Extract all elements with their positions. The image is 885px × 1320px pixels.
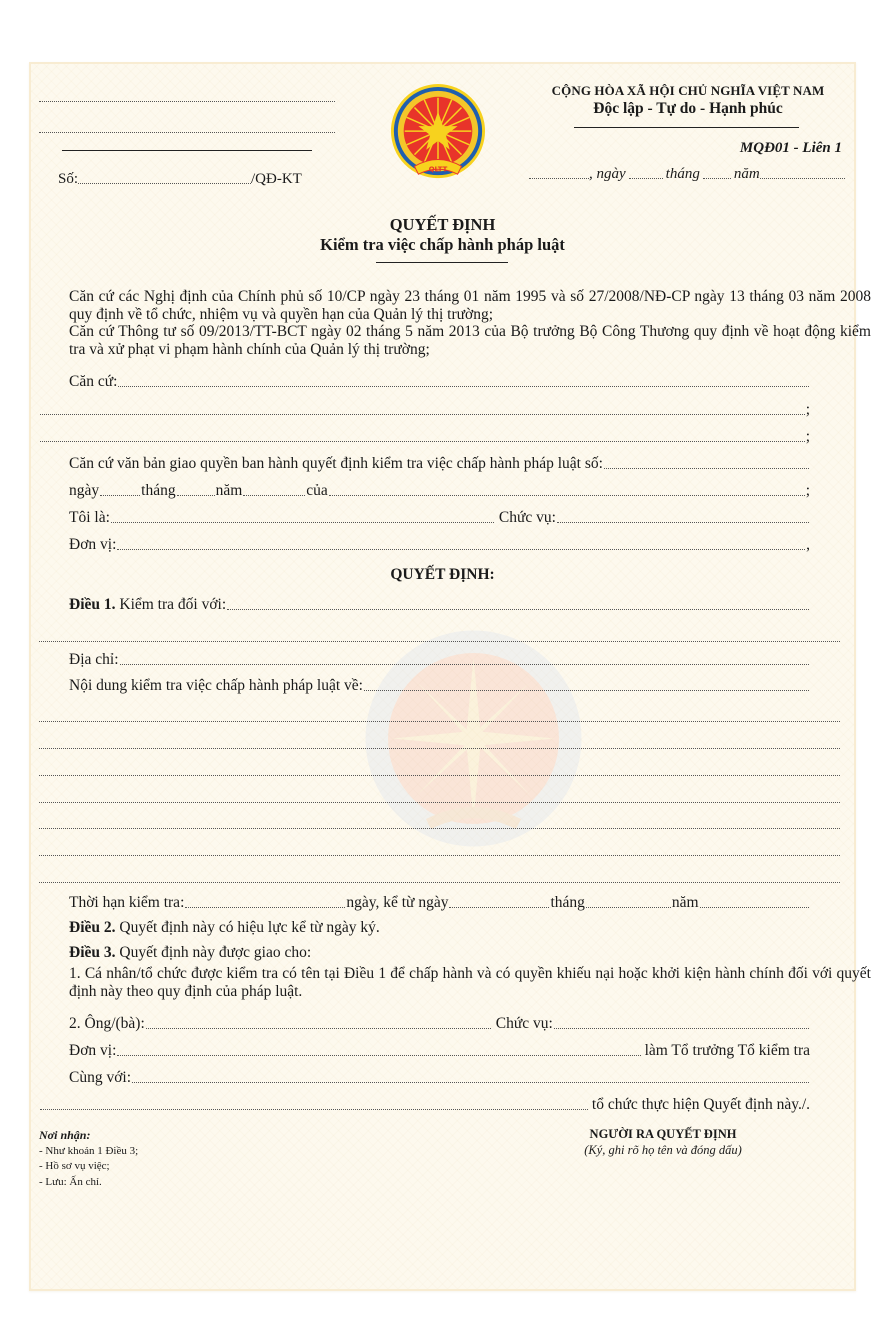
can-cu-input[interactable] [118, 386, 809, 387]
noi-dung-line-5[interactable] [39, 802, 840, 803]
ong-ba-input[interactable] [146, 1028, 491, 1029]
national-emblem-icon [389, 82, 487, 188]
can-cu-input-3[interactable] [40, 441, 805, 442]
agency-line-2[interactable] [39, 132, 335, 133]
signer-block [533, 1127, 793, 1159]
to-truong-text: làm Tổ trưởng Tổ kiểm tra [644, 1042, 810, 1059]
place-input[interactable] [529, 178, 589, 179]
don-vi-label: Đơn vị: [69, 536, 117, 553]
dieu-3-label: Điều 3. [69, 944, 116, 961]
chuc-vu-input[interactable] [557, 522, 809, 523]
to-chuc-field [39, 1096, 810, 1114]
recipient-item: - Lưu: Ấn chỉ. [39, 1175, 102, 1188]
noi-dung-line-2[interactable] [39, 721, 840, 722]
so-input[interactable] [78, 183, 251, 184]
ong-ba-label: 2. Ông/(bà): [69, 1015, 145, 1032]
recipients-block [39, 1128, 138, 1190]
don-vi-field [69, 536, 810, 554]
document-title: QUYẾT ĐỊNH [389, 215, 496, 234]
svg-text:QLTT: QLTT [428, 165, 448, 174]
cung-voi-field [69, 1069, 810, 1087]
can-cu-line-3 [39, 428, 810, 446]
preamble-circular: Căn cứ Thông tư số 09/2013/TT-BCT ngày 02 tháng 5 năm 2013 của Bộ trưởng Bộ Công Thương quy định về hoạt động kiểm tra và xử phạt vi phạm hành chính của Quản lý thị trường; [69, 323, 871, 358]
thang-label: tháng [550, 894, 585, 911]
dieu-2-label: Điều 2. [69, 919, 116, 936]
signer-title: NGƯỜI RA QUYẾT ĐỊNH [589, 1127, 737, 1141]
dieu-1-field [69, 596, 810, 614]
thang-label: tháng [665, 166, 700, 182]
chuc-vu-input[interactable] [554, 1028, 809, 1029]
toi-la-input[interactable] [111, 522, 494, 523]
cung-voi-input[interactable] [132, 1082, 809, 1083]
decision-heading: QUYẾT ĐỊNH: [390, 566, 495, 583]
dieu-3-text: Quyết định này được giao cho: [115, 944, 312, 961]
semicolon: ; [805, 428, 810, 445]
dieu-2-text: Quyết định này có hiệu lực kể từ ngày ký. [115, 919, 380, 936]
toi-la-label: Tôi là: [69, 509, 110, 526]
noi-dung-field [69, 677, 810, 695]
cung-voi-label: Cùng với: [69, 1069, 132, 1086]
kiem-tra-doi-voi-input[interactable] [227, 609, 809, 610]
dia-chi-label: Địa chỉ: [69, 651, 119, 668]
day-input[interactable] [629, 178, 663, 179]
giao-quyen-input[interactable] [604, 468, 809, 469]
dia-chi-field [69, 651, 810, 669]
giao-quyen-label: Căn cứ văn bản giao quyền ban hành quyết định kiểm tra việc chấp hành pháp luật số: [69, 455, 603, 472]
thang-label: tháng [141, 482, 176, 499]
noi-dung-line-6[interactable] [39, 828, 840, 829]
recipients-heading: Nơi nhận: [39, 1128, 91, 1142]
can-cu-input-2[interactable] [40, 414, 805, 415]
ke-tu-ngay-label: ngày, kể từ ngày [346, 894, 449, 911]
form-code: MQĐ01 - Liên 1 [739, 140, 842, 156]
don-vi-field-2 [69, 1042, 810, 1060]
so-field [58, 171, 358, 188]
ngay-label: ngày [69, 482, 100, 499]
signer-instruction: (Ký, ghi rõ họ tên và đóng dấu) [584, 1143, 742, 1157]
chuc-vu-label: Chức vụ: [498, 509, 556, 526]
nation-name: CỘNG HÒA XÃ HỘI CHỦ NGHĨA VIỆT NAM [551, 83, 825, 98]
motto-underline [574, 127, 799, 128]
dieu-2 [69, 919, 810, 937]
cua-input[interactable] [329, 495, 805, 496]
dieu-3-item-1 [69, 965, 871, 1000]
comma: , [806, 536, 810, 553]
ong-ba-field [69, 1015, 810, 1033]
semicolon: ; [805, 482, 810, 499]
so-suffix: /QĐ-KT [251, 171, 302, 187]
noi-dung-label: Nội dung kiểm tra việc chấp hành pháp luật về: [69, 677, 363, 694]
signature-area[interactable] [533, 1169, 793, 1259]
nam-label: năm [671, 894, 699, 911]
nam-input[interactable] [243, 495, 305, 496]
thang-input[interactable] [177, 495, 215, 496]
kiem-tra-doi-voi-label: Kiểm tra đối với: [115, 596, 227, 613]
ngay-label: , ngày [589, 166, 626, 182]
don-vi-label: Đơn vị: [69, 1042, 117, 1059]
cua-label: của [306, 482, 328, 499]
ngay-input[interactable] [100, 495, 140, 496]
nam-label: năm [215, 482, 243, 499]
document-subtitle: Kiểm tra việc chấp hành pháp luật [320, 235, 565, 254]
thang-input[interactable] [586, 907, 671, 908]
to-chuc-text: tổ chức thực hiện Quyết định này./. [591, 1096, 810, 1113]
noi-dung-line-3[interactable] [39, 748, 840, 749]
so-label: Số: [58, 171, 79, 187]
national-motto: Độc lập - Tự do - Hạnh phúc [593, 100, 783, 117]
noi-dung-line-8[interactable] [39, 882, 840, 883]
nam-input[interactable] [700, 907, 809, 908]
dieu-3 [69, 944, 810, 962]
don-vi-input[interactable] [117, 549, 805, 550]
title-underline [376, 262, 508, 263]
can-cu-line-2 [39, 401, 810, 419]
agency-line-1[interactable] [39, 101, 335, 102]
recipient-item: - Hồ sơ vụ việc; [39, 1160, 110, 1172]
can-cu-field [69, 373, 810, 391]
noi-dung-input[interactable] [364, 690, 809, 691]
cung-voi-input-2[interactable] [40, 1109, 588, 1110]
kiem-tra-doi-voi-line-2[interactable] [39, 641, 840, 642]
don-vi-input[interactable] [117, 1055, 640, 1056]
ke-tu-ngay-input[interactable] [449, 907, 549, 908]
thoi-han-field [69, 894, 810, 912]
thoi-han-label: Thời hạn kiểm tra: [69, 894, 185, 911]
chuc-vu-label: Chức vụ: [495, 1015, 553, 1032]
dia-chi-input[interactable] [120, 664, 810, 665]
noi-dung-line-7[interactable] [39, 855, 840, 856]
noi-dung-line-4[interactable] [39, 775, 840, 776]
national-header [529, 83, 847, 118]
dieu-1-label: Điều 1. [69, 596, 116, 613]
year-input[interactable] [760, 178, 845, 179]
dieu-3-item-1-text: 1. Cá nhân/tổ chức được kiểm tra có tên tại Điều 1 để chấp hành và có quyền khiếu nại hoặc khởi kiện hành chính đối với quyết định này theo quy định của pháp luật. [69, 965, 871, 1000]
agency-underline [62, 150, 312, 151]
nam-label: năm [733, 166, 760, 182]
recipient-item: - Như khoản 1 Điều 3; [39, 1144, 139, 1157]
preamble-decree: Căn cứ các Nghị định của Chính phủ số 10/CP ngày 23 tháng 01 năm 1995 và số 27/2008/NĐ-CP ngày 13 tháng 03 năm 2008 quy định về tổ chức, nhiệm vụ và quyền hạn của Quản lý thị trường; [69, 288, 871, 323]
giao-quyen-date-field [69, 482, 810, 500]
place-date-field [529, 166, 845, 183]
can-cu-label: Căn cứ: [69, 373, 118, 390]
month-input[interactable] [703, 178, 731, 179]
preamble-text [69, 288, 871, 358]
document-page [29, 62, 871, 1291]
toi-la-field [69, 509, 810, 527]
semicolon: ; [805, 401, 810, 418]
giao-quyen-field [69, 455, 810, 473]
thoi-han-input[interactable] [185, 907, 345, 908]
